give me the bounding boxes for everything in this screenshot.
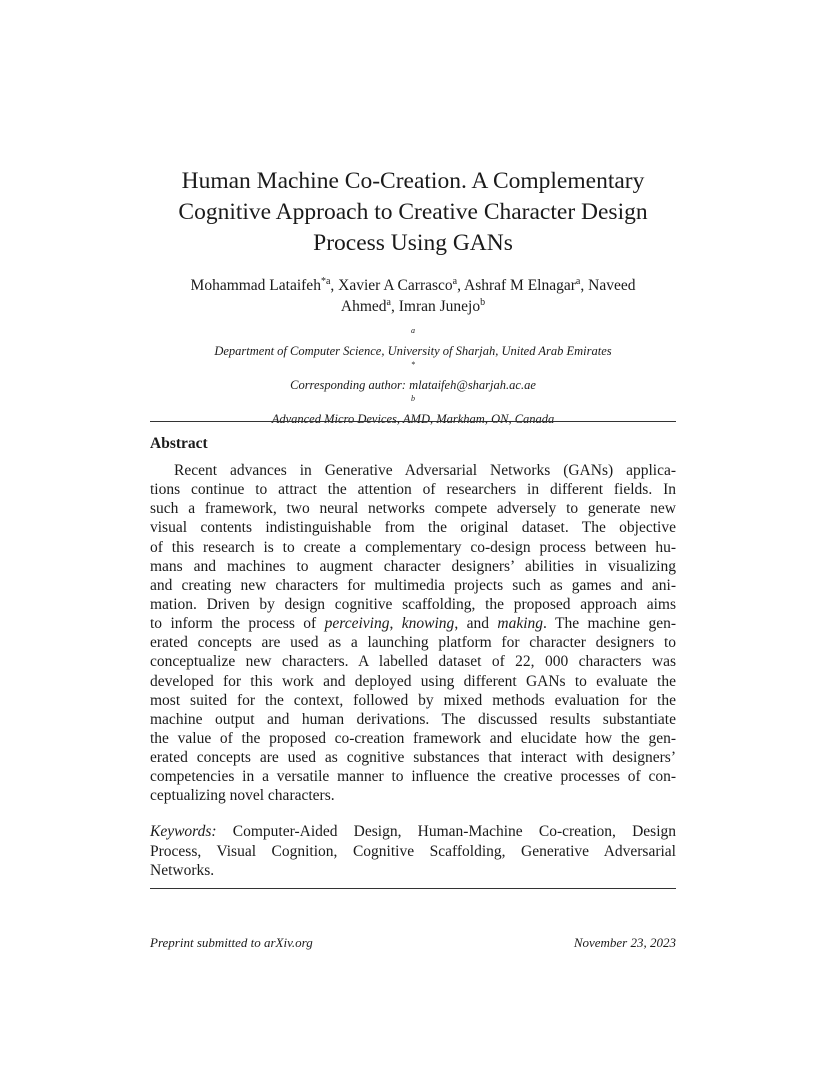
- keywords-line: Process, Visual Cognition, Cognitive Scaffolding, Generative Adversarial: [150, 842, 676, 860]
- affiliation-b: [150, 394, 676, 428]
- author-affil-mark: a: [452, 275, 458, 287]
- keywords-line: [150, 822, 676, 842]
- affil-text: Corresponding author: mlataifeh@sharjah.ac.ae: [290, 378, 536, 392]
- text-run: to inform the process of: [150, 615, 325, 633]
- affiliations: [150, 326, 676, 428]
- affil-mark: *: [411, 359, 415, 369]
- bottom-rule: [150, 888, 676, 889]
- affiliation-a: [150, 326, 676, 360]
- author-affil-mark: *a: [320, 275, 331, 287]
- abstract-line: mans and machines to augment character designers’ abilities in visualizing: [150, 557, 676, 575]
- author-name: , Xavier A Carrasco: [330, 277, 453, 294]
- text-run: . The machine gen-: [543, 615, 676, 633]
- author-name: , Naveed: [580, 277, 636, 294]
- abstract-line: tions continue to attract the attention of researchers in different fields. In: [150, 481, 676, 499]
- author-name: Ahmed: [340, 298, 387, 315]
- abstract-line: competencies in a versatile manner to influence the creative processes of con-: [150, 768, 676, 786]
- abstract-line: visual contents indistinguishable from the original dataset. The objective: [150, 519, 676, 537]
- title-line: Process Using GANs: [313, 230, 513, 256]
- author-name: , Imran Junejo: [390, 298, 481, 315]
- keywords-label: Keywords:: [150, 823, 217, 840]
- abstract-line: conceptualize new characters. A labelled dataset of 22, 000 characters was: [150, 653, 676, 671]
- author-name: Mohammad Lataifeh: [190, 277, 321, 294]
- keywords-line: Networks.: [150, 862, 215, 879]
- title-line: Human Machine Co-Creation. A Complementary: [181, 168, 645, 194]
- title-line: Cognitive Approach to Creative Character Design: [178, 199, 648, 225]
- preprint-note: Preprint submitted to arXiv.org: [150, 935, 313, 950]
- abstract-line: most suited for the context, followed by mixed methods evaluation for the: [150, 691, 676, 709]
- text-run: ,: [389, 615, 402, 633]
- author-affil-mark: b: [480, 296, 486, 308]
- preprint-date: November 23, 2023: [573, 935, 676, 950]
- abstract-line: Recent advances in Generative Adversarial Networks (GANs) applica-: [174, 462, 676, 479]
- abstract-line: [150, 614, 676, 633]
- emphasis-making: making: [497, 615, 544, 633]
- keywords: [150, 822, 676, 881]
- abstract-line: erated concepts are used as cognitive substances that interact with designers’: [150, 749, 676, 767]
- text-run: , and: [454, 615, 498, 633]
- top-rule: [150, 421, 676, 422]
- author-name: , Ashraf M Elnagar: [457, 277, 576, 294]
- abstract-line: such a framework, two neural networks compete adversely to generate new: [150, 500, 676, 518]
- abstract-line: ceptualizing novel characters.: [150, 787, 335, 805]
- abstract-line: and creating new characters for multimedia projects such as games and ani-: [150, 576, 676, 594]
- affil-mark: a: [411, 325, 415, 335]
- author-list: [150, 275, 676, 317]
- corresponding-author: [150, 360, 676, 394]
- paper-title: [150, 166, 676, 259]
- abstract-body: [150, 461, 676, 806]
- abstract-line: machine output and human derivations. The discussed results substantiate: [150, 710, 676, 728]
- abstract-line: the value of the proposed co-creation framework and elucidate how the gen-: [150, 729, 676, 747]
- author-affil-mark: a: [386, 296, 391, 308]
- affil-mark: b: [411, 393, 415, 403]
- emphasis-knowing: knowing: [401, 615, 455, 633]
- affil-text: Department of Computer Science, University of Sharjah, United Arab Emirates: [214, 344, 612, 358]
- abstract-line: of this research is to create a complementary co-design process between hu-: [150, 538, 676, 556]
- affil-text: Advanced Micro Devices, AMD, Markham, ON, Canada: [271, 412, 555, 426]
- emphasis-perceiving: perceiving: [324, 615, 390, 633]
- author-affil-mark: a: [575, 275, 581, 287]
- abstract-line: mation. Driven by design cognitive scaffolding, the proposed approach aims: [150, 595, 676, 613]
- abstract-line: developed for this work and deployed using different GANs to evaluate the: [150, 672, 676, 690]
- abstract-line: erated concepts are used as a launching platform for character designers to: [150, 634, 676, 652]
- abstract-heading: Abstract: [150, 435, 208, 452]
- keywords-text: Computer-Aided Design, Human-Machine Co-creation, Design: [216, 823, 676, 840]
